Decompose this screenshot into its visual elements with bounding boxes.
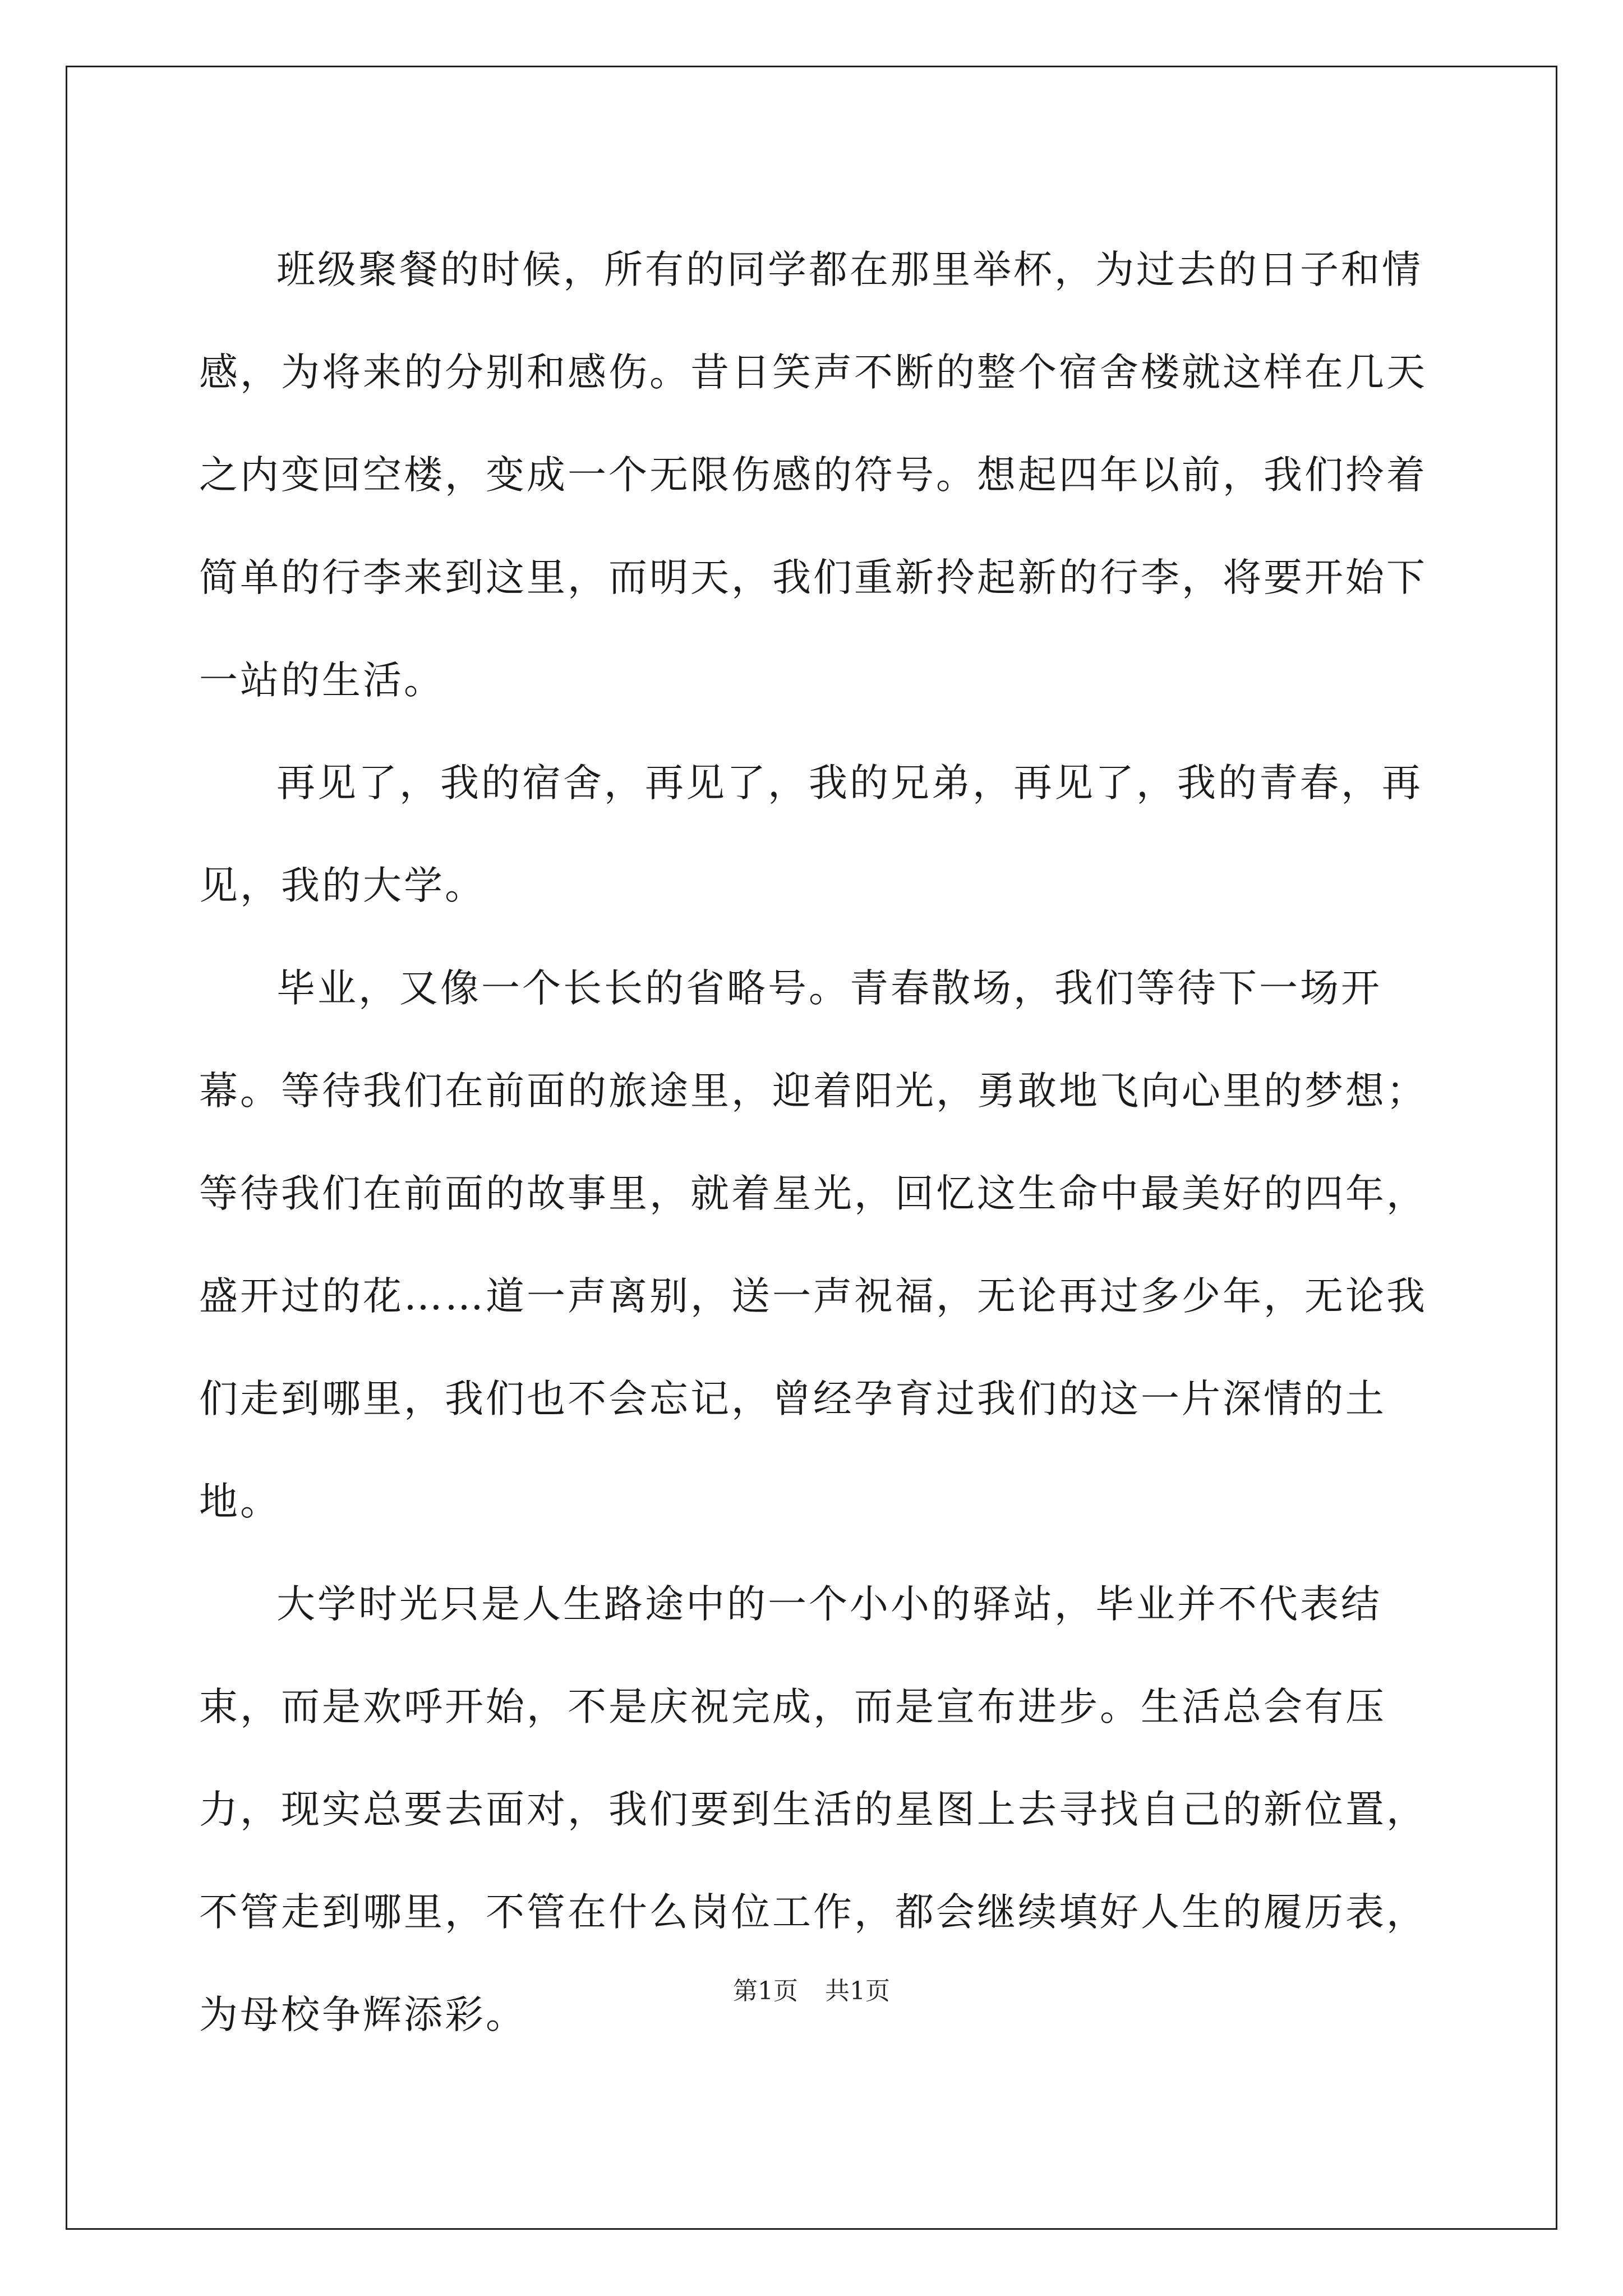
total-pages-label: 共1页 xyxy=(825,1977,890,2005)
current-page-label: 第1页 xyxy=(733,1977,798,2005)
page-footer xyxy=(0,1975,1623,2008)
document-body xyxy=(199,219,1433,2067)
paragraph-3: 毕业，又像一个长长的省略号。青春散场，我们等待下一场开幕。等待我们在前面的旅途里，迎着阳光，勇敢地飞向心里的梦想；等待我们在前面的故事里，就着星光，回忆这生命中最美好的四年，盛开过的花……道一声离别，送一声祝福，无论再过多少年，无论我们走到哪里，我们也不会忘记，曾经孕育过我们的这一片深情的土地。 xyxy=(199,966,1427,1524)
paragraph-4: 大学时光只是人生路途中的一个小小的驿站，毕业并不代表结束，而是欢呼开始，不是庆祝完成，而是宣布进步。生活总会有压力，现实总要去面对，我们要到生活的星图上去寻找自己的新位置，不管走到哪里，不管在什么岗位工作，都会继续填好人生的履历表，为母校争辉添彩。 xyxy=(199,1582,1427,2037)
paragraph-2: 再见了，我的宿舍，再见了，我的兄弟，再见了，我的青春，再见，我的大学。 xyxy=(199,761,1423,908)
paragraph-1: 班级聚餐的时候，所有的同学都在那里举杯，为过去的日子和情感，为将来的分别和感伤。昔日笑声不断的整个宿舍楼就这样在几天之内变回空楼，变成一个无限伤感的符号。想起四年以前，我们拎着简单的行李来到这里，而明天，我们重新拎起新的行李，将要开始下一站的生活。 xyxy=(199,247,1427,703)
